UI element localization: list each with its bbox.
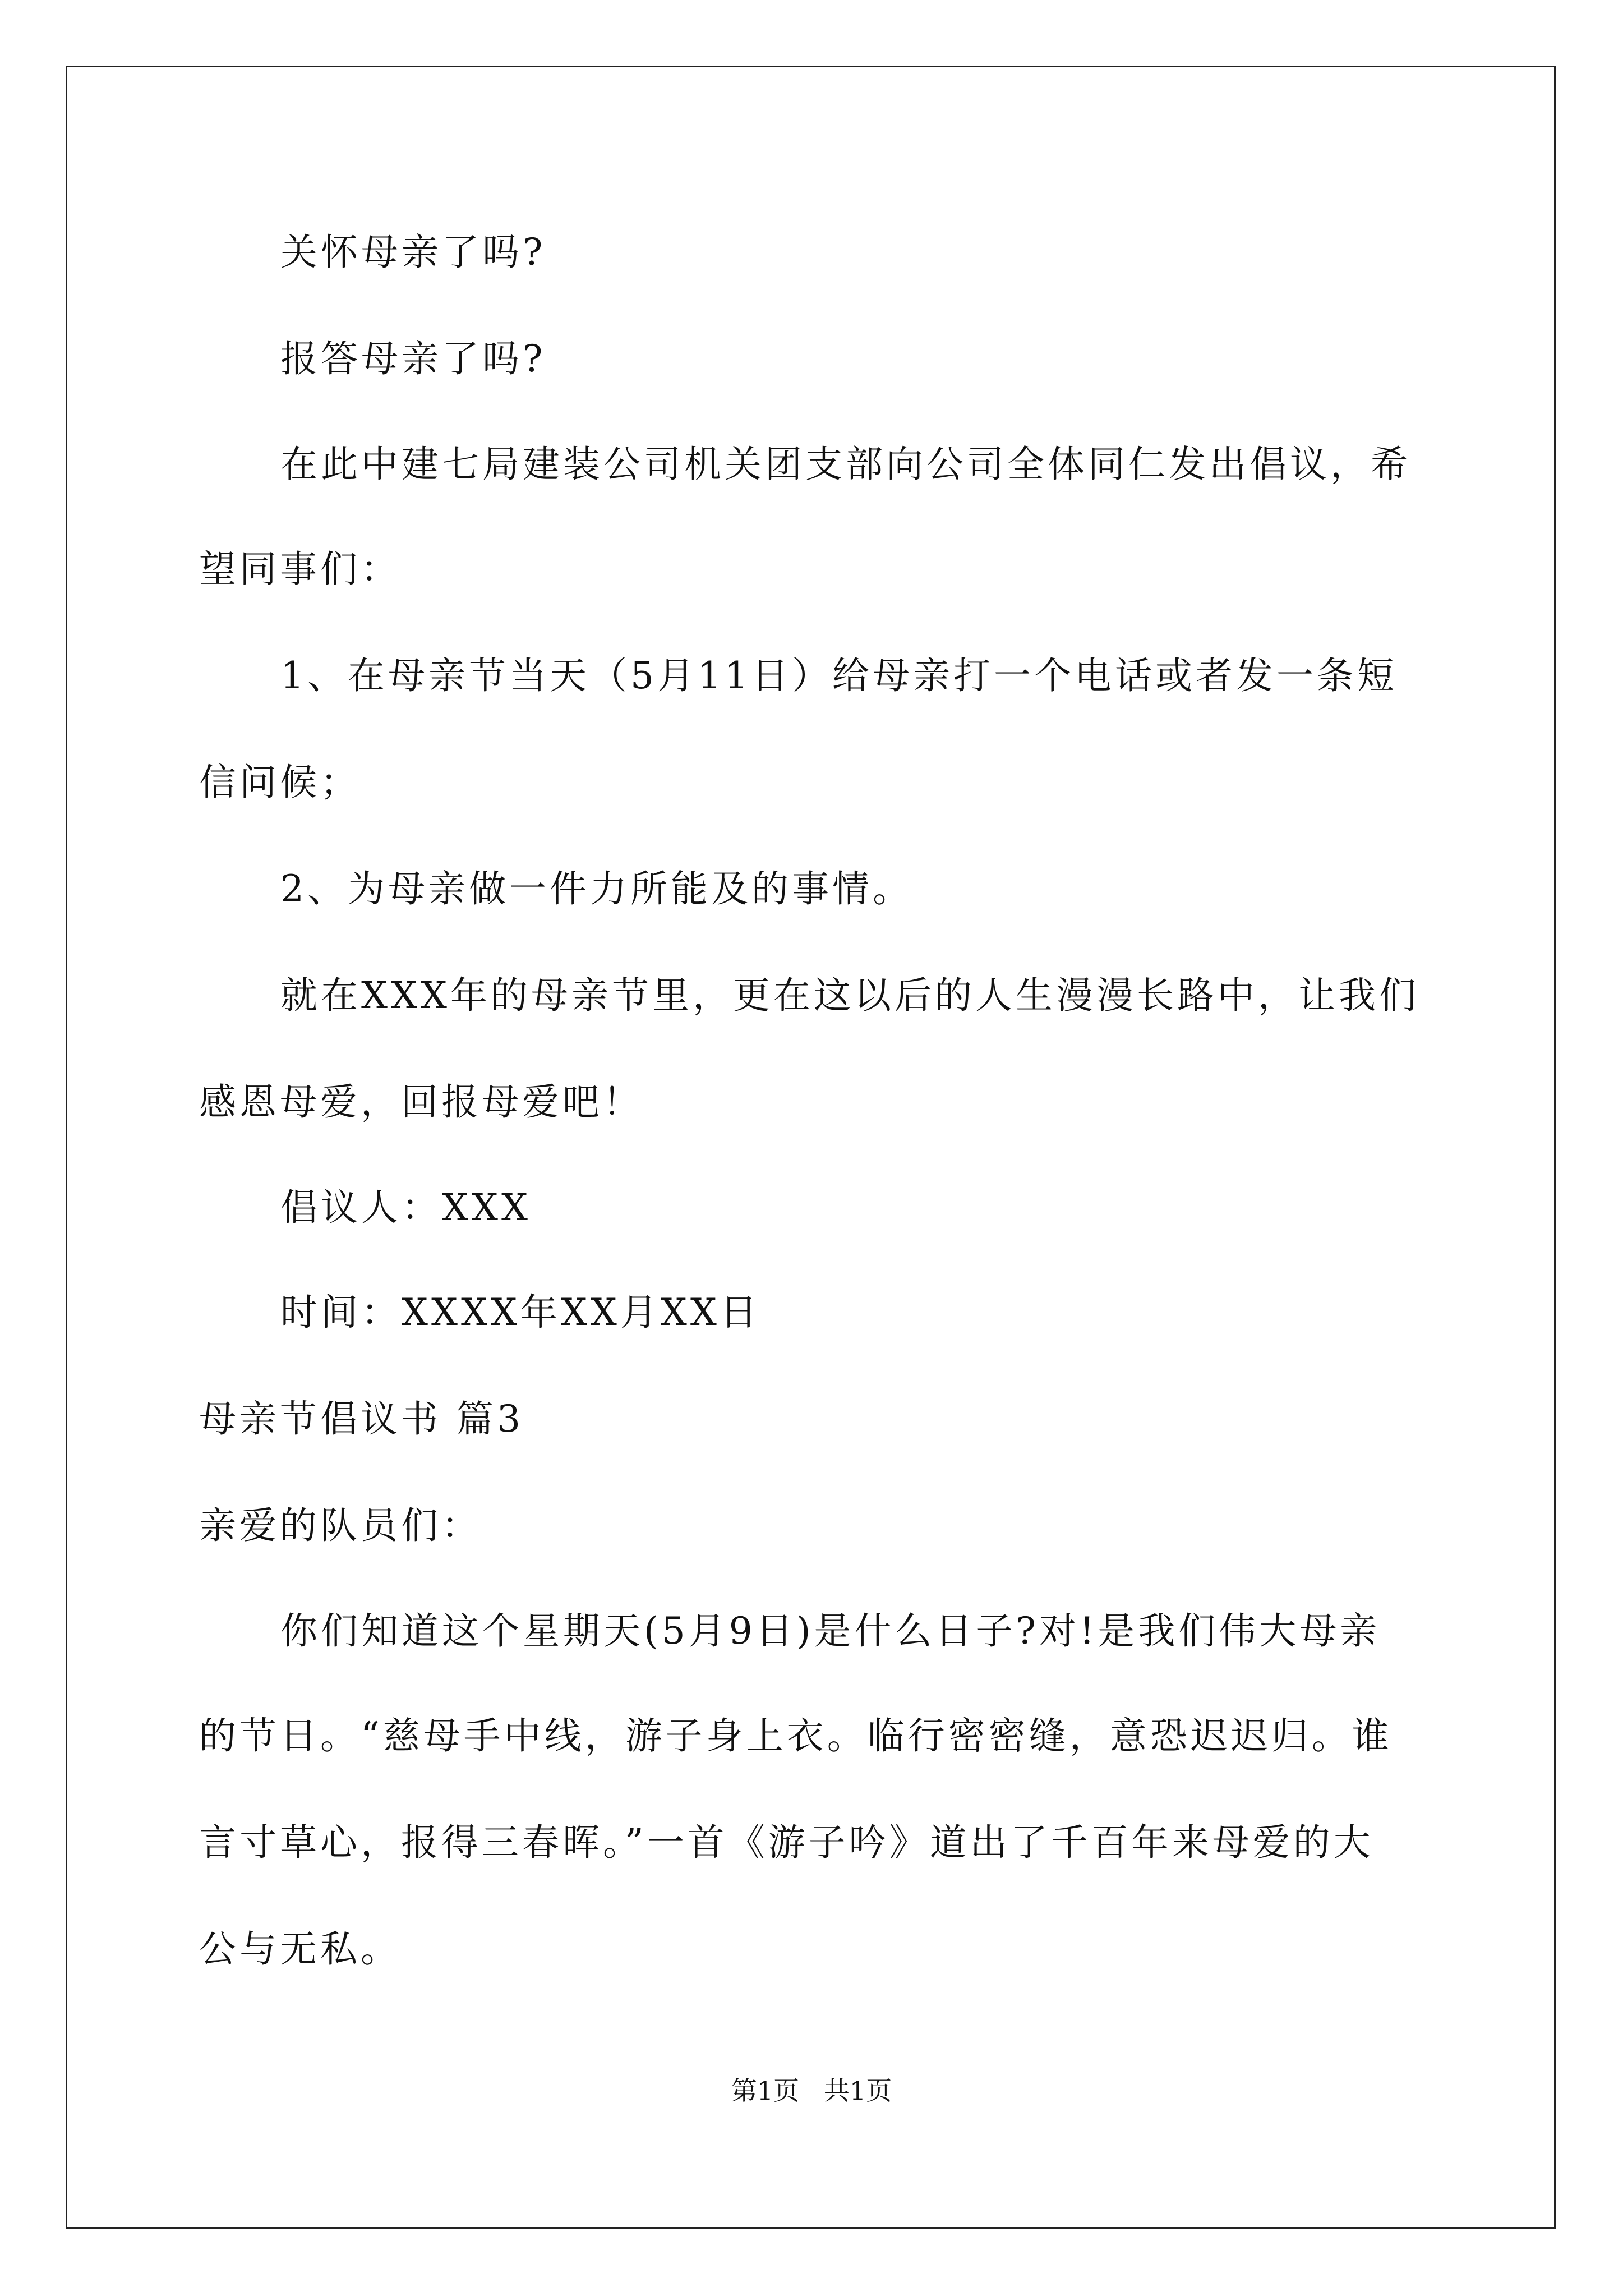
paragraph-line: 2、为母亲做一件力所能及的事情。 (280, 867, 913, 910)
paragraph-line: 公与无私。 (199, 1927, 401, 1971)
paragraph-line: 关怀母亲了吗? (280, 231, 546, 274)
paragraph-line: 信问候； (199, 761, 361, 804)
signature-line: 倡议人：XXX (280, 1186, 531, 1229)
paragraph-line: 望同事们： (199, 547, 401, 591)
paragraph-line: 在此中建七局建装公司机关团支部向公司全体同仁发出倡议，希 (280, 443, 1411, 486)
paragraph-line: 就在XXX年的母亲节里，更在这以后的人生漫漫长路中，让我们 (280, 974, 1419, 1017)
page-number-footer: 第1页 共1页 (731, 2076, 892, 2106)
paragraph-line: 你们知道这个星期天(5月9日)是什么日子?对!是我们伟大母亲 (280, 1609, 1381, 1653)
page-border (66, 66, 1556, 2229)
salutation: 亲爱的队员们： (199, 1504, 482, 1547)
section-heading: 母亲节倡议书 篇3 (199, 1397, 524, 1441)
date-line: 时间：XXXX年XX月XX日 (280, 1291, 760, 1334)
paragraph-line: 感恩母爱，回报母爱吧！ (199, 1080, 643, 1124)
paragraph-line: 报答母亲了吗? (280, 337, 546, 380)
paragraph-line: 言寸草心，报得三春晖。”一首《游子吟》道出了千百年来母爱的大 (199, 1821, 1374, 1864)
paragraph-line: 的节日。“慈母手中线，游子身上衣。临行密密缝，意恐迟迟归。谁 (199, 1714, 1393, 1757)
paragraph-line: 1、在母亲节当天（5月11日）给母亲打一个电话或者发一条短 (280, 654, 1398, 697)
